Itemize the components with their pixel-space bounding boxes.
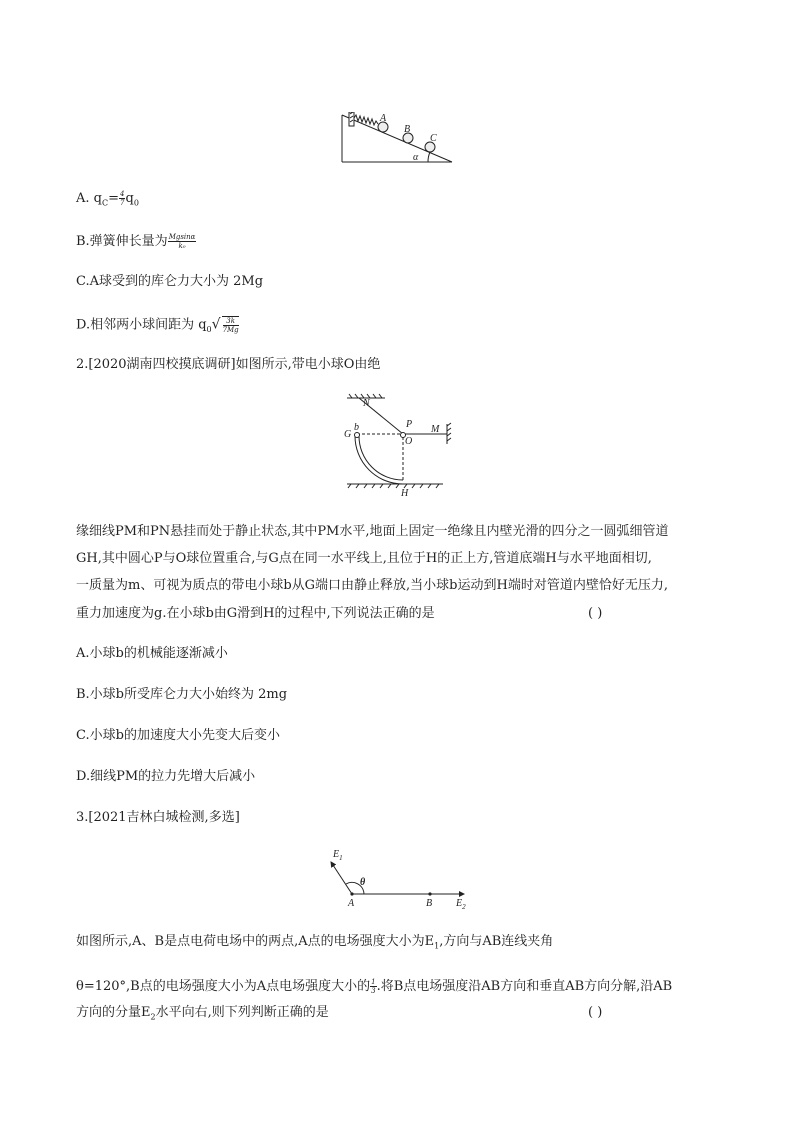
label-e2: $E_2$ [456, 898, 466, 911]
q1-option-b: B.弹簧伸长量为 $\frac{Mgsin\alpha}{\text{k₀}}$ [76, 233, 196, 250]
q2-answer-bracket: ( ) [588, 606, 603, 621]
label-e1: $E_1$ [333, 849, 343, 862]
field-figure [326, 848, 472, 898]
label-a: A [348, 898, 355, 909]
label-n: N [363, 398, 370, 409]
q2-option-c: C.小球b的加速度大小先变大后变小 [76, 728, 280, 743]
label-o: O [405, 436, 413, 447]
point-b [428, 892, 431, 895]
q2-option-b: B.小球b所受库仑力大小始终为 2mg [76, 687, 288, 702]
label-g: G [344, 429, 352, 440]
q3-stem-line-1: 如图所示,A、B是点电荷电场中的两点,A点的电场强度大小为$E_1$,方向与AB连线夹角 [76, 934, 554, 951]
pipe-outer [355, 436, 403, 484]
q1-option-d: D.相邻两小球间距为 $q_0√$ $\frac{3k}{7Mg}$ [76, 316, 239, 335]
q2-option-d: D.细线PM的拉力先增大后减小 [76, 769, 256, 784]
point-a [350, 892, 353, 895]
wall-block [349, 112, 354, 126]
label-b: b [354, 422, 359, 433]
q2-stem-line: 一质量为m、可视为质点的带电小球b从G端口由静止释放,当小球b运动到H端时对管道内壁恰好无压力, [76, 578, 668, 593]
q2-stem-first-line: 2.[2020湖南四校摸底调研]如图所示,带电小球O由绝 [76, 357, 381, 372]
vector-e1 [331, 862, 352, 894]
pipe-figure [343, 392, 455, 500]
label-ball-c: C [430, 133, 437, 144]
label-ball-b: B [404, 124, 411, 135]
q2-stem-line: 重力加速度为g.在小球b由G滑到H的过程中,下列说法正确的是 [76, 606, 435, 621]
label-p: P [406, 419, 413, 430]
label-b: B [426, 898, 433, 909]
q2-stem-line: GH,其中圆心P与O球位置重合,与G点在同一水平线上,且位于H的正上方,管道底端H与水平地面相切, [76, 551, 652, 566]
label-ball-a: A [380, 113, 387, 124]
label-m: M [431, 424, 440, 435]
q3-answer-bracket: ( ) [588, 1005, 603, 1020]
q2-option-a: A.小球b的机械能逐渐减小 [76, 646, 228, 661]
q1-option-c: C.A球受到的库仑力大小为 2Mg [76, 274, 264, 289]
label-angle-alpha: α [413, 152, 419, 163]
right-wall [447, 423, 451, 444]
angle-arc [428, 152, 430, 162]
q2-stem-line: 缘细线PM和PN悬挂而处于静止状态,其中PM水平,地面上固定一绝缘且内壁光滑的四分之一圆弧细管道 [76, 524, 669, 539]
pipe-inner [359, 436, 403, 480]
incline-figure [338, 112, 456, 168]
ground [347, 484, 443, 488]
label-h: H [401, 488, 409, 499]
spring [354, 115, 378, 125]
ball-b [355, 433, 360, 438]
label-theta: θ [360, 877, 366, 888]
q3-stem-line-2: θ=120°,B点的电场强度大小为A点电场强度大小的 $\frac{1}{3}$ .将B点电场强度沿AB方向和垂直AB方向分解,沿AB [76, 978, 673, 995]
q3-stem-first-line: 3.[2021吉林白城检测,多选] [76, 810, 240, 825]
q1-option-a: A. $q_C=$ $\frac{4}{7}$ $q_0$ [76, 190, 139, 208]
q3-stem-line-3: 方向的分量$E_2$水平向右,则下列判断正确的是 [76, 1005, 329, 1022]
